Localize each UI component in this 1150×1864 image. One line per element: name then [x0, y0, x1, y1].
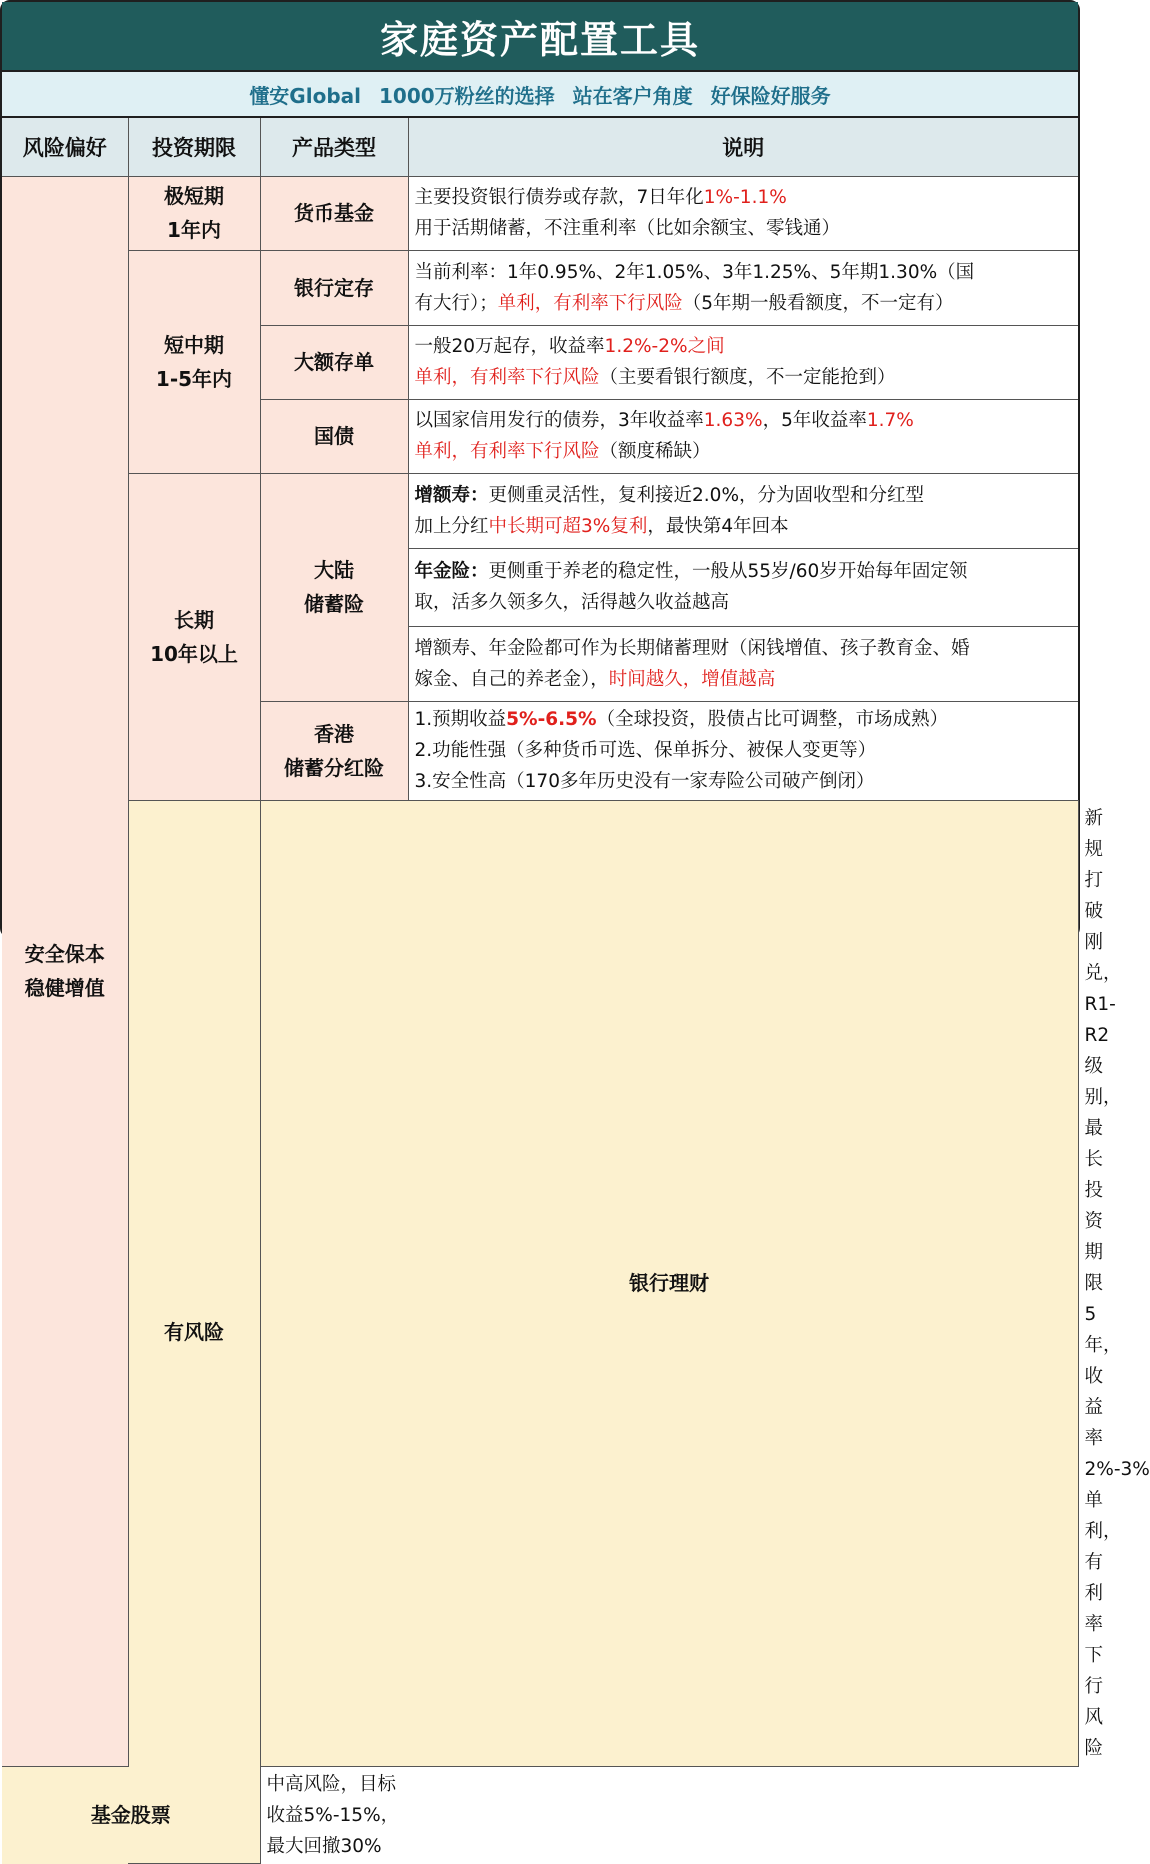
column-header-product: 产品类型 — [260, 118, 408, 176]
table-row — [2, 176, 1078, 250]
column-header-description: 说明 — [408, 118, 1078, 176]
column-header-risk: 风险偏好 — [2, 118, 128, 176]
description-fund-stock: 中高风险，目标收益5%-15%，最大回撤30% — [260, 1766, 408, 1864]
risk-safe-cell: 安全保本 稳健增值 — [2, 176, 128, 1766]
allocation-table — [2, 118, 1150, 1864]
slogan-bar — [2, 72, 1078, 118]
product-fund-stock: 基金股票 — [2, 1766, 260, 1864]
term-short-mid-cell: 短中期 1-5年内 — [128, 250, 260, 473]
risk-risky-cell: 有风险 — [128, 800, 260, 1864]
product-bank-wealth: 银行理财 — [260, 800, 1078, 1766]
description-bank-deposit: 当前利率：1年0.95%、2年1.05%、3年1.25%、5年期1.30%（国 有大行）；单利，有利率下行风险（5年期一般看额度，不一定有） — [408, 250, 1078, 325]
table-row — [2, 473, 1078, 548]
description-hk-dividend: 1.预期收益5%-6.5%（全球投资，股债占比可调整，市场成熟） 2.功能性强（多种货币可选、保单拆分、被保人变更等） 3.安全性高（170多年历史没有一家寿险公司破产倒闭） — [408, 701, 1078, 800]
description-large-cd: 一般20万起存，收益率1.2%-2%之间 单利，有利率下行风险（主要看银行额度，不一定能抢到） — [408, 325, 1078, 399]
product-treasury: 国债 — [260, 399, 408, 473]
column-header-term: 投资期限 — [128, 118, 260, 176]
brand-name: 懂安Global — [249, 83, 361, 108]
term-ultra-short-cell: 极短期 1年内 — [128, 176, 260, 250]
description-money-fund: 主要投资银行债券或存款，7日年化1%-1.1% 用于活期储蓄，不注重利率（比如余额宝、零钱通） — [408, 176, 1078, 250]
product-mainland-savings: 大陆 储蓄险 — [260, 473, 408, 701]
description-treasury: 以国家信用发行的债券，3年收益率1.63%，5年收益率1.7% 单利，有利率下行风险（额度稀缺） — [408, 399, 1078, 473]
description-increasing-life: 增额寿：更侧重灵活性，复利接近2.0%，分为固收型和分红型 加上分红中长期可超3%复利，最快第4年回本 — [408, 473, 1078, 548]
table-row: 有风险 银行理财 新规打破刚兑，R1-R2级别，最长投资期限5年，收益率2%-3% 单利，有利率下行风险 — [2, 800, 1078, 1766]
page-title: 家庭资产配置工具 — [2, 2, 1078, 72]
product-hk-dividend: 香港 储蓄分红险 — [260, 701, 408, 800]
slogan-part: 好保险好服务 — [710, 83, 831, 108]
table-row — [2, 250, 1078, 325]
product-bank-deposit: 银行定存 — [260, 250, 408, 325]
table-header-row — [2, 118, 1078, 176]
slogan-part: 站在客户角度 — [572, 83, 693, 108]
product-money-fund: 货币基金 — [260, 176, 408, 250]
description-savings-note: 增额寿、年金险都可作为长期储蓄理财（闲钱增值、孩子教育金、婚 嫁金、自己的养老金），时间越久，增值越高 — [408, 626, 1078, 701]
term-long-cell: 长期 10年以上 — [128, 473, 260, 800]
slogan-part: 1000万粉丝的选择 — [379, 83, 555, 108]
table-row — [2, 1766, 1078, 1864]
product-large-cd: 大额存单 — [260, 325, 408, 399]
description-annuity: 年金险：更侧重于养老的稳定性，一般从55岁/60岁开始每年固定领 取，活多久领多久，活得越久收益越高 — [408, 548, 1078, 626]
